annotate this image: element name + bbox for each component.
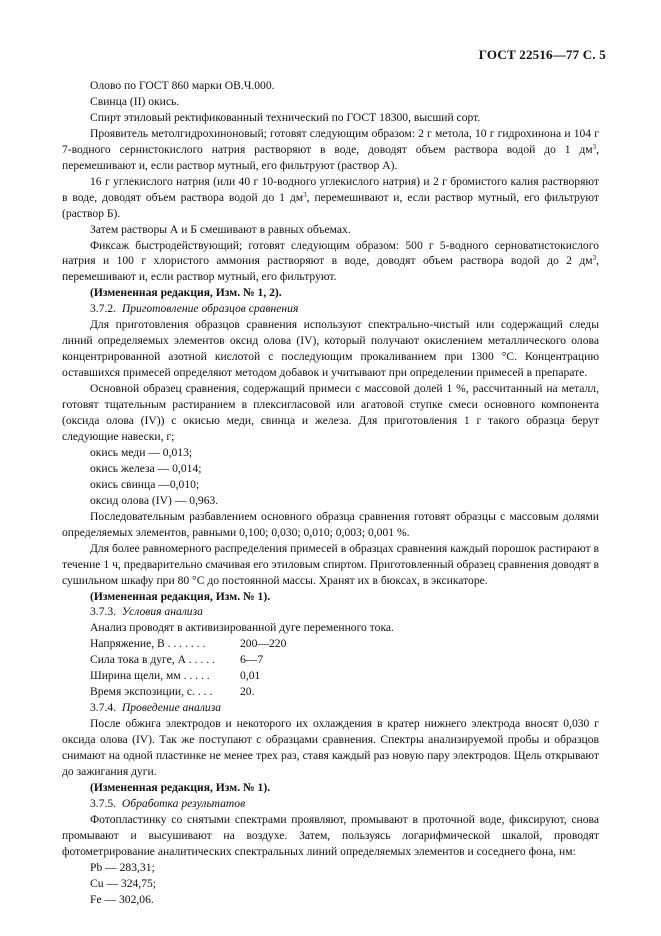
developer-b-end: , перемешивают и, если раствор мутный, его фильтруют (раствор Б). [62, 190, 599, 220]
developer-b-paragraph [62, 174, 599, 222]
spectral-line-item: Cu — 324,75; [90, 876, 157, 890]
edition-note: (Измененная редакция, Изм. № 1). [90, 780, 271, 794]
condition-label: Напряжение, В . . . . . . . [90, 637, 206, 651]
weight-item: окись железа — 0,014; [90, 461, 202, 475]
edition-note: (Измененная редакция, Изм. № 1). [90, 589, 271, 603]
document-body [62, 78, 599, 908]
condition-value: 6—7 [240, 653, 264, 667]
developer-a-paragraph [62, 126, 599, 174]
section-title: Обработка результатов [121, 796, 246, 810]
condition-value: 200—220 [240, 637, 287, 651]
weight-item: оксид олова (IV) — 0,963. [90, 493, 219, 507]
section-title: Проведение анализа [121, 701, 222, 715]
condition-row [62, 684, 599, 700]
fixer-paragraph [62, 238, 599, 286]
condition-label: Ширина щели, мм . . . . . [90, 669, 210, 683]
developer-b-sup: 3 [303, 190, 307, 199]
arc-paragraph: Анализ проводят в активизированной дуге переменного тока. [90, 621, 394, 635]
section-heading [62, 796, 599, 812]
condition-row [62, 668, 599, 684]
procedure-paragraph: После обжига электродов и некоторого их охлаждения в кратер нижнего электрода вносят 0,030 г оксида олова (IV). Так же поступают с образцами сравнения. Спектры анализируемой пробы и образцов снимают на одной пластинке не менее трех раз, ставя каждый раз новую пару электродов. Щель открывают до зажигания дуги. [62, 717, 599, 778]
lead-oxide-paragraph: Свинца (II) окись. [90, 94, 180, 108]
condition-value: 20. [240, 685, 255, 699]
prep-paragraph-2: Основной образец сравнения, содержащий примеси с массовой долей 1 %, рассчитанный на металл, готовят тщательным растиранием в плексигласовой или агатовой ступке смеси основного компонента (оксида олова (IV)) с окисью меди, свинца и железа. Для приготовления 1 г такого образца берут следующие навески, г; [62, 382, 599, 443]
fixer-sup: 3 [592, 254, 597, 263]
processing-paragraph: Фотопластинку со снятыми спектрами проявляют, промывают в проточной воде, фиксируют, снова промывают и высушивают на воздухе. Затем, пользуясь логарифмической шкалой, проводят фотометрирование аналитических спектральных линий определяемых элементов и соседнего фона, нм: [62, 812, 599, 858]
condition-row [62, 636, 599, 652]
condition-value: 0,01 [240, 669, 261, 683]
section-number: 3.7.4. [90, 701, 117, 715]
uniform-paragraph: Для более равномерного распределения примесей в образцах сравнения каждый порошок растирают в течение 1 ч, предварительно смачивая его этиловым спиртом. Приготовленный образец сравнения доводят в сушильном шкафу при 80 °С до постоянной массы. Хранят их в бюксах, в эксикаторе. [62, 541, 599, 587]
developer-a-end: , перемешивают и, если раствор мутный, его фильтруют (раствор А). [62, 142, 599, 172]
mix-paragraph: Затем растворы А и Б смешивают в равных объемах. [90, 222, 351, 236]
ethanol-paragraph: Спирт этиловый ректификованный технический по ГОСТ 18300, высший сорт. [90, 110, 481, 124]
condition-label: Сила тока в дуге, А . . . . . [90, 653, 215, 667]
spectral-line-item: Fe — 302,06. [90, 892, 154, 906]
section-heading [62, 301, 599, 317]
section-number: 3.7.3. [90, 605, 117, 619]
fixer-end: , перемешивают и, если раствор мутный, его фильтруют. [62, 254, 599, 284]
fixer-text: Фиксаж быстродействующий; готовят следующим образом: 500 г 5-водного серноватистокислого натрия и 100 г хлористого аммония растворяют в воде, доводят объем раствора водой до 2 дм [62, 238, 599, 268]
spectral-line-item: Pb — 283,31; [90, 860, 155, 874]
section-number: 3.7.5. [90, 796, 117, 810]
dilution-paragraph: Последовательным разбавлением основного образца сравнения готовят образцы с массовым долями определяемых элементов, равными 0,100; 0,030; 0,010; 0,003; 0,001 %. [62, 509, 599, 539]
section-heading [62, 604, 599, 620]
section-title: Условия анализа [121, 605, 203, 619]
tin-paragraph: Олово по ГОСТ 860 марки ОВ.Ч.000. [90, 79, 275, 92]
condition-label: Время экспозиции, с. . . . [90, 685, 213, 699]
weight-item: окись свинца —0,010; [90, 477, 200, 491]
developer-a-text: Проявитель метолгидрохиноновый; готовят следующим образом: 2 г метола, 10 г гидрохинона и 104 г 7-водного сернистокислого натрия растворяют в воде, доводят объем раствора водой до 1 дм [62, 126, 599, 156]
page-header: ГОСТ 22516—77 С. 5 [478, 47, 606, 62]
developer-a-sup: 3 [592, 142, 597, 151]
prep-paragraph-1: Для приготовления образцов сравнения используют спектрально-чистый или содержащий следы линий определяемых элементов оксид олова (IV), который получают окислением металлического олова концентрированной азотной кислотой с последующим прокаливанием при 1300 °С. Концентрацию оставшихся примесей определяют методом добавок и учитывают при определении примесей в препарате. [62, 318, 599, 380]
developer-b-text: 16 г углекислого натрия (или 40 г 10-водного углекислого натрия) и 2 г бромистого калия растворяют в воде, доводят объем раствора водой до 1 дм [62, 174, 599, 204]
condition-row [62, 652, 599, 668]
section-number: 3.7.2. [90, 302, 117, 316]
weight-item: окись меди — 0,013; [90, 445, 193, 459]
section-heading [62, 700, 599, 716]
section-title: Приготовление образцов сравнения [121, 302, 299, 316]
edition-note: (Измененная редакция, Изм. № 1, 2). [90, 286, 282, 300]
